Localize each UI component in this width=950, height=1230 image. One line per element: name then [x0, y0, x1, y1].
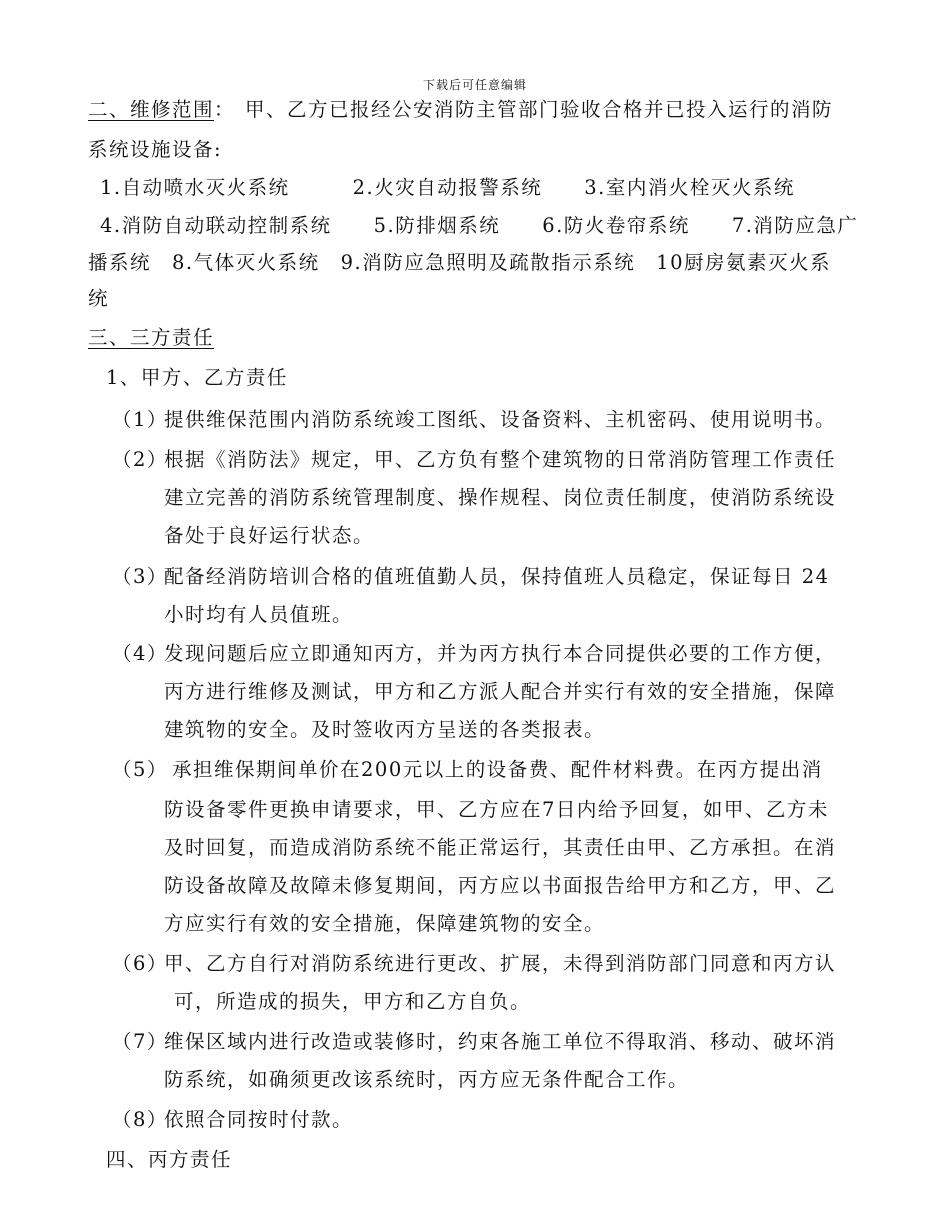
item-number: （2）: [112, 448, 168, 471]
item-number: （5）: [112, 758, 168, 781]
systems-line2: 4.消防自动联动控制系统 5.防排烟系统 6.防火卷帘系统 7.消防应急广: [100, 214, 859, 237]
item-number: （8）: [112, 1108, 168, 1131]
section2-sep: ：: [214, 98, 236, 121]
item-line: 防设备零件更换申请要求，甲、乙方应在7日内给予回复，如甲、乙方未: [164, 798, 829, 821]
systems-line3: 播系统 8.气体灭火系统 9.消防应急照明及疏散指示系统 10厨房氨素灭火系: [88, 251, 832, 274]
systems-line4: 统: [88, 287, 110, 310]
item-line: 配备经消防培训合格的值班值勤人员，保持值班人员稳定，保证每日 24: [164, 565, 830, 588]
item-line: 及时回复，而造成消防系统不能正常运行，其责任由甲、乙方承担。在消: [164, 836, 837, 859]
item-line: 根据《消防法》规定，甲、乙方负有整个建筑物的日常消防管理工作责任: [164, 448, 837, 471]
item-line: 备处于良好运行状态。: [164, 524, 375, 547]
item-number: （4）: [112, 642, 168, 665]
item-line: 建筑物的安全。及时签收丙方呈送的各类报表。: [164, 718, 606, 741]
section2-title: 二、维修范围: [88, 98, 215, 121]
section3-sub1: 1、甲方、乙方责任: [106, 366, 288, 389]
item-line: 小时均有人员值班。: [164, 603, 354, 626]
section2-text1: 甲、乙方已报经公安消防主管部门验收合格并已投入运行的消防: [245, 98, 834, 121]
item-line: 提供维保范围内消防系统竣工图纸、设备资料、主机密码、使用说明书。: [164, 408, 837, 431]
page-header: 下载后可任意编辑: [422, 78, 527, 92]
item-line: 甲、乙方自行对消防系统进行更改、扩展，未得到消防部门同意和丙方认: [164, 952, 837, 975]
item-number: （1）: [112, 408, 168, 431]
item-line: 发现问题后应立即通知丙方，并为丙方执行本合同提供必要的工作方便，: [164, 642, 837, 665]
section2-text2: 系统设施设备:: [88, 138, 223, 161]
item-line: 承担维保期间单价在200元以上的设备费、配件材料费。在丙方提出消: [172, 758, 823, 781]
section3-title: 三、三方责任: [88, 326, 215, 349]
item-line: 防系统，如确须更改该系统时，丙方应无条件配合工作。: [164, 1068, 690, 1091]
item-number: （7）: [112, 1030, 168, 1053]
item-number: （6）: [112, 952, 168, 975]
item-line: 维保区域内进行改造或装修时，约束各施工单位不得取消、移动、破坏消: [164, 1030, 837, 1053]
systems-line1: 1.自动喷水灭火系统 2.火灾自动报警系统 3.室内消火栓灭火系统: [100, 176, 795, 199]
item-number: （3）: [112, 565, 168, 588]
item-line: 丙方进行维修及测试，甲方和乙方派人配合并实行有效的安全措施，保障: [164, 680, 837, 703]
item-line: 防设备故障及故障未修复期间，丙方应以书面报告给甲方和乙方，甲、乙: [164, 874, 837, 897]
section4-title: 四、丙方责任: [106, 1148, 233, 1171]
section2-line1: [88, 96, 833, 124]
item-line: 可，所造成的损失，甲方和乙方自负。: [174, 990, 532, 1013]
item-line: 建立完善的消防系统管理制度、操作规程、岗位责任制度，使消防系统设: [164, 486, 837, 509]
item-line: 方应实行有效的安全措施，保障建筑物的安全。: [164, 912, 606, 935]
item-line: 依照合同按时付款。: [164, 1108, 354, 1131]
